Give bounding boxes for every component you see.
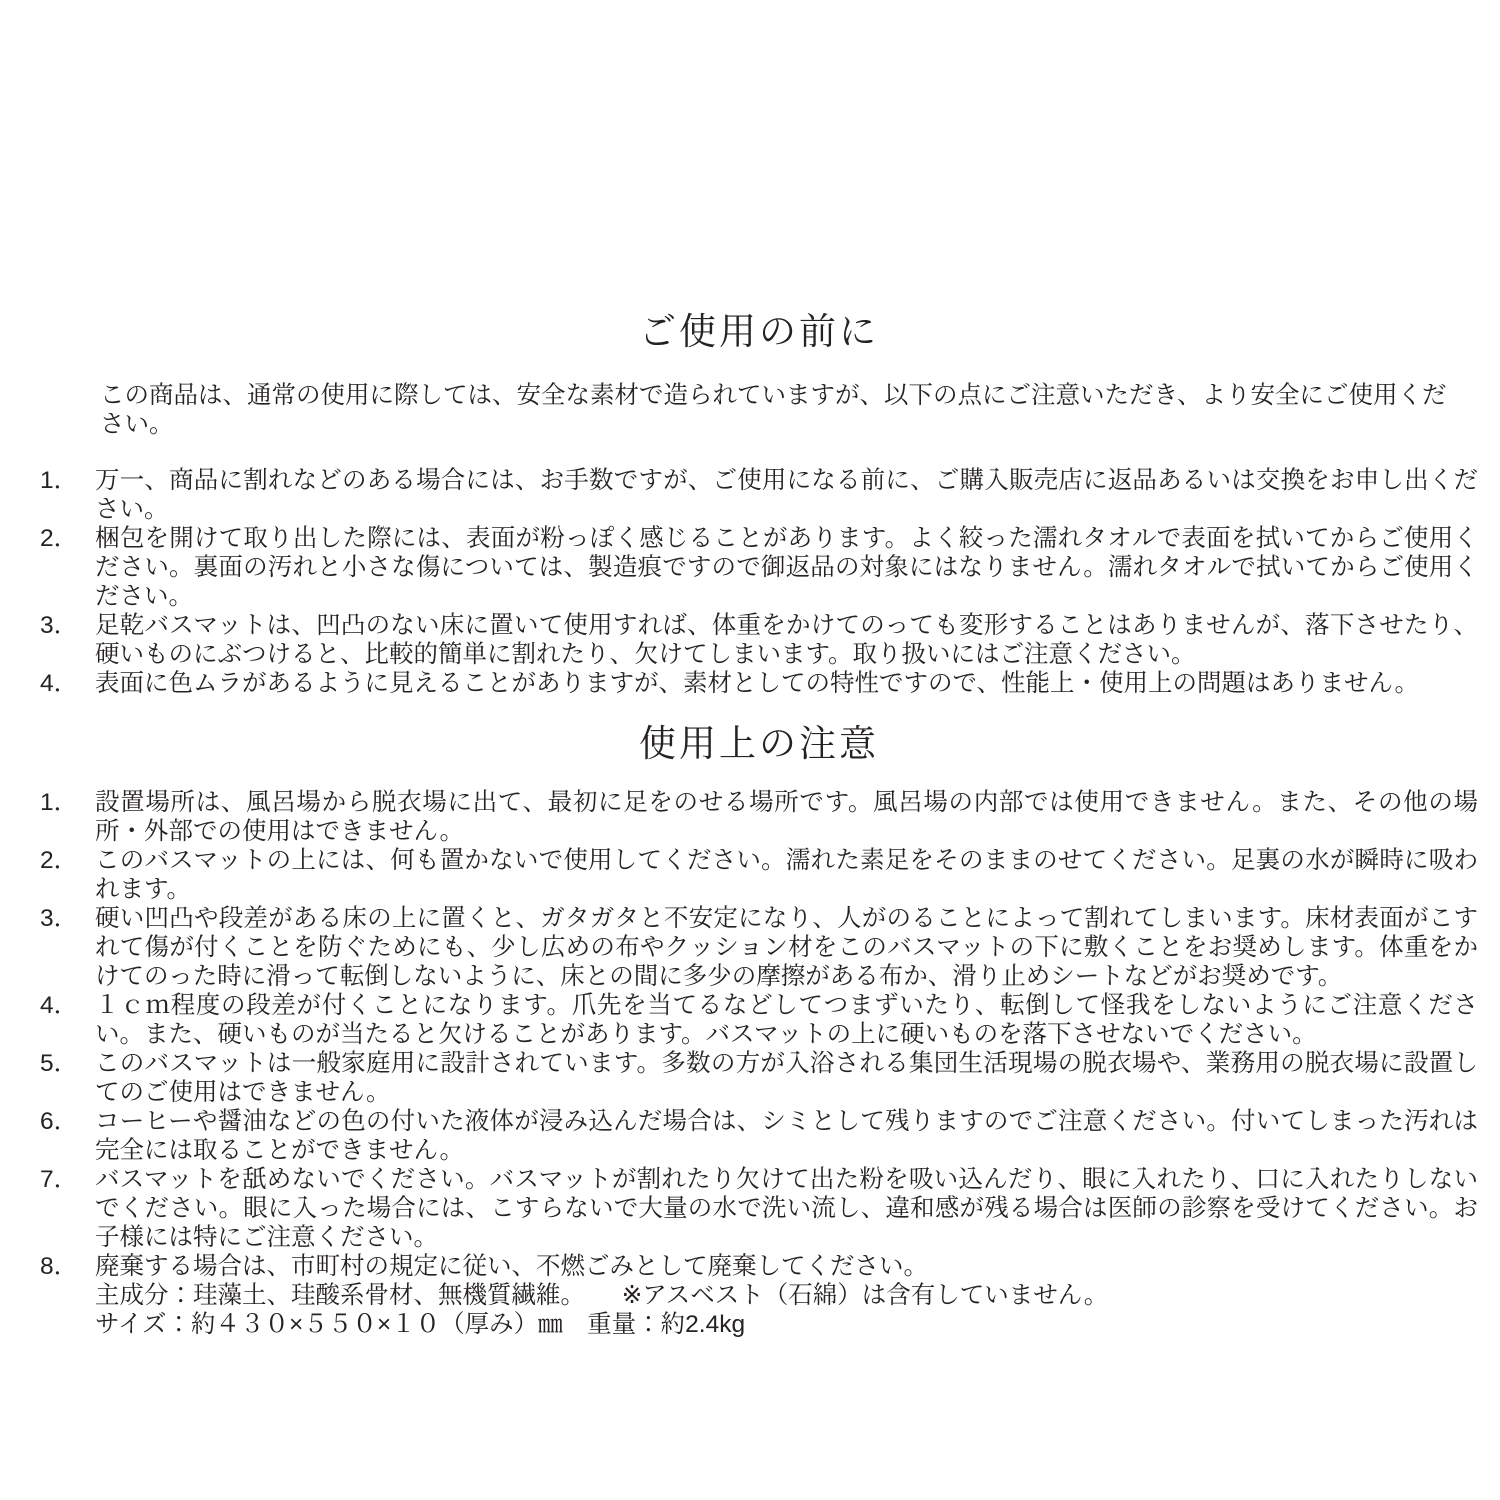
- item-number: 4．: [40, 670, 79, 697]
- item-number: 2．: [40, 525, 79, 552]
- section-title-before-use: ご使用の前に: [639, 311, 879, 352]
- main-components-line: 主成分：珪藻土、珪酸系骨材、無機質繊維。 ※アスベスト（石綿）は含有していません。: [95, 1282, 1109, 1309]
- size-weight-line: サイズ：約４３０×５５０×１０（厚み）㎜ 重量：約2.4kg: [95, 1311, 746, 1338]
- list-item: [40, 669, 1478, 698]
- item-number: 3．: [40, 905, 79, 932]
- before-use-list: [40, 466, 1478, 698]
- item-number: 3．: [40, 612, 79, 639]
- section-title-precautions: 使用上の注意: [639, 723, 879, 764]
- item-text: １ｃｍ程度の段差が付くことになります。爪先を当てるなどしてつまずいたり、転倒して怪我をしないようにご注意ください。また、硬いものが当たると欠けることがあります。バスマットの上に硬いものを落下させないでください。: [95, 992, 1478, 1048]
- item-text: バスマットを舐めないでください。バスマットが割れたり欠けて出た粉を吸い込んだり、眼に入れたり、口に入れたりしないでください。眼に入った場合には、こすらないで大量の水で洗い流し、違和感が残る場合は医師の診察を受けてください。お子様には特にご注意ください。: [95, 1166, 1478, 1251]
- list-item: [40, 1049, 1478, 1107]
- list-item: [40, 788, 1478, 846]
- item-text: 足乾バスマットは、凹凸のない床に置いて使用すれば、体重をかけてのっても変形することはありませんが、落下させたり、硬いものにぶつけると、比較的簡単に割れたり、欠けてしまいます。取り扱いにはご注意ください。: [95, 612, 1478, 668]
- precautions-list: [40, 788, 1478, 1339]
- list-item: [40, 1107, 1478, 1165]
- item-number: 7．: [40, 1166, 79, 1193]
- item-text: 硬い凹凸や段差がある床の上に置くと、ガタガタと不安定になり、人がのることによって割れてしまいます。床材表面がこすれて傷が付くことを防ぐためにも、少し広めの布やクッション材をこのバスマットの下に敷くことをお奨めします。体重をかけてのった時に滑って転倒しないように、床との間に多少の摩擦がある布か、滑り止めシートなどがお奨めです。: [95, 905, 1478, 990]
- item-text: コーヒーや醤油などの色の付いた液体が浸み込んだ場合は、シミとして残りますのでご注意ください。付いてしまった汚れは完全には取ることができません。: [95, 1108, 1478, 1164]
- list-item: [40, 991, 1478, 1049]
- item-number: 1．: [40, 467, 79, 494]
- item-text: 廃棄する場合は、市町村の規定に従い、不燃ごみとして廃棄してください。: [95, 1253, 928, 1280]
- item-number: 8．: [40, 1253, 79, 1280]
- item-text: 万一、商品に割れなどのある場合には、お手数ですが、ご使用になる前に、ご購入販売店に返品あるいは交換をお申し出ください。: [95, 467, 1478, 523]
- item-text: このバスマットの上には、何も置かないで使用してください。濡れた素足をそのままのせてください。足裏の水が瞬時に吸われます。: [95, 847, 1478, 903]
- list-item: [40, 1165, 1478, 1252]
- item-number: 6．: [40, 1108, 79, 1135]
- item-number: 1．: [40, 789, 79, 816]
- list-item: [40, 611, 1478, 669]
- item-text: 梱包を開けて取り出した際には、表面が粉っぽく感じることがあります。よく絞った濡れタオルで表面を拭いてからご使用ください。裏面の汚れと小さな傷については、製造痕ですので御返品の対象にはなりません。濡れタオルで拭いてからご使用ください。: [95, 525, 1478, 610]
- list-item: [40, 1252, 1478, 1339]
- list-item: [40, 524, 1478, 611]
- item-text: このバスマットは一般家庭用に設計されています。多数の方が入浴される集団生活現場の脱衣場や、業務用の脱衣場に設置してのご使用はできません。: [95, 1050, 1478, 1106]
- item-number: 2．: [40, 847, 79, 874]
- list-item: [40, 846, 1478, 904]
- intro-paragraph: この商品は、通常の使用に際しては、安全な素材で造られていますが、以下の点にご注意いただき、より安全にご使用ください。: [100, 382, 1447, 438]
- item-number: 4．: [40, 992, 79, 1019]
- list-item: [40, 466, 1478, 524]
- item-text: 設置場所は、風呂場から脱衣場に出て、最初に足をのせる場所です。風呂場の内部では使用できません。また、その他の場所・外部での使用はできません。: [95, 789, 1478, 845]
- item-number: 5．: [40, 1050, 79, 1077]
- item-text: 表面に色ムラがあるように見えることがありますが、素材としての特性ですので、性能上・使用上の問題はありません。: [95, 670, 1419, 697]
- list-item: [40, 904, 1478, 991]
